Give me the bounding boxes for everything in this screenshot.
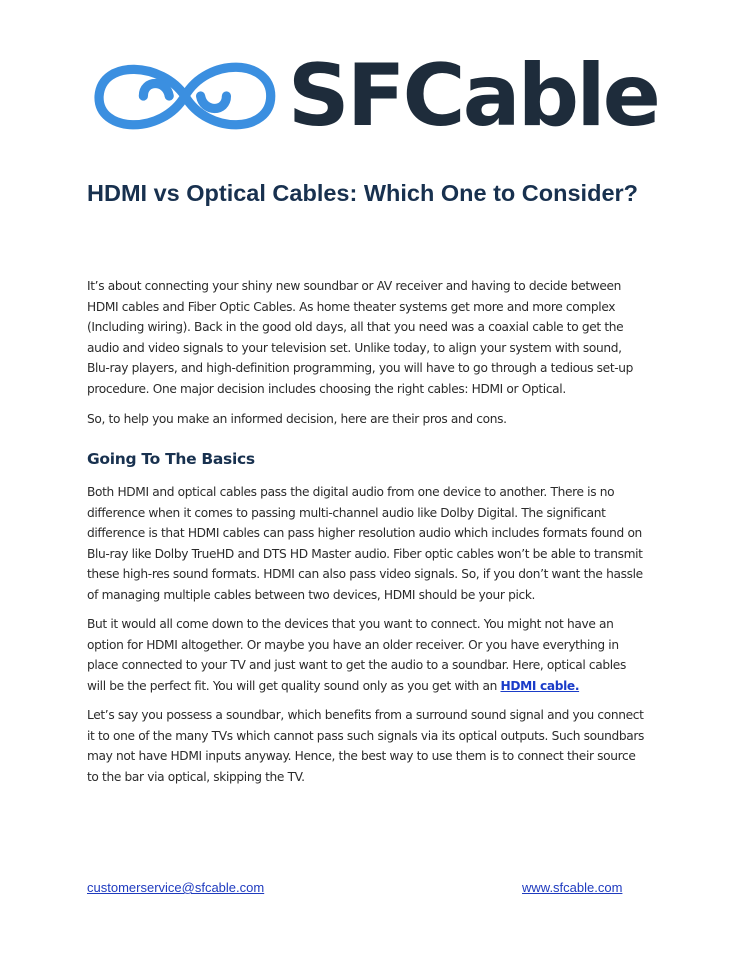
intro-paragraph: It’s about connecting your shiny new soundbar or AV receiver and having to decide between HDMI cables and Fiber Optic Cables. As home theater systems get more and more complex (Including wiring). Back in the good old days, all that you need was a coaxial cable to get the audio and video signals to your television set. Unlike today, to align your system with sound, Blu-ray players, and high-definition programming, you will have to go through a tedious set-up procedure. One major decision includes choosing the right cables: HDMI or Optical. [87,279,634,396]
brand-name: SFCable [287,46,658,146]
page-title: HDMI vs Optical Cables: Which One to Consider? [87,180,639,206]
hdmi-cable-link[interactable]: HDMI cable. [500,678,580,693]
intro-summary: So, to help you make an informed decision, here are their pros and cons. [87,412,507,426]
infinity-loop-icon [88,44,282,148]
section-heading: Going To The Basics [87,450,255,468]
basics-paragraph-1: Both HDMI and optical cables pass the digital audio from one device to another. There is no difference when it comes to passing multi-channel audio like Dolby Digital. The significant difference is that HDMI cables can pass higher resolution audio which includes formats found on Blu-ray like Dolby TrueHD and DTS HD Master audio. Fiber optic cables won’t be able to transmit these high-res sound formats. HDMI can also pass video signals. So, if you don’t want the hassle of managing multiple cables between two devices, HDMI should be your pick. [87,485,643,602]
basics-paragraph-3: Let’s say you possess a soundbar, which benefits from a surround sound signal and you connect it to one of the many TVs which cannot pass such signals via its optical outputs. Such soundbars may not have HDMI inputs anyway. Hence, the best way to use them is to connect their source to the bar via optical, skipping the TV. [87,708,645,784]
basics-paragraph-2 [87,614,647,696]
footer-email-link[interactable]: customerservice@sfcable.com [87,880,265,895]
basics-paragraph-2-text: But it would all come down to the devices that you want to connect. You might not have an option for HDMI altogether. Or maybe you have an older receiver. Or you have everything in place connected to your TV and just want to get the audio to a soundbar. Here, optical cables will be the perfect fit. You will get quality sound only as you get with an [87,617,626,693]
footer-website-link[interactable]: www.sfcable.com [522,880,623,895]
brand-logo[interactable] [88,40,658,152]
